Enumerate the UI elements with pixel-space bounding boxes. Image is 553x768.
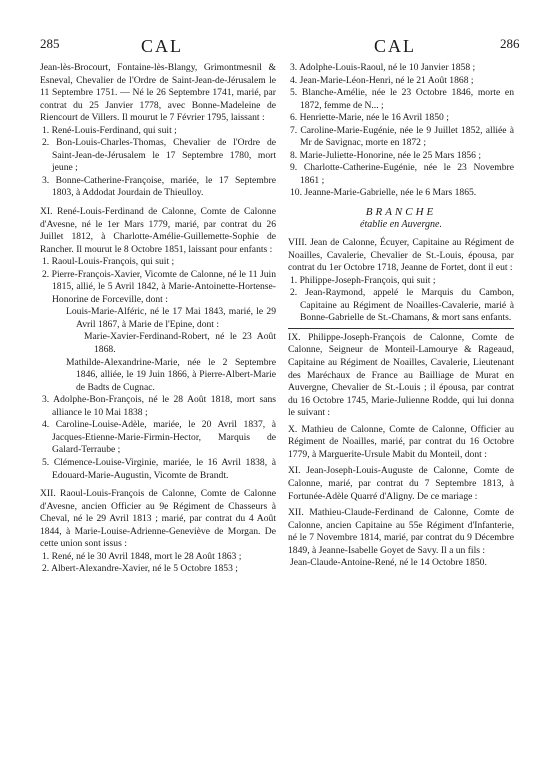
running-head-right: CAL [374,36,416,56]
child-entry: 2. Jean-Raymond, appelé le Marquis du Cambon, Capitaine au Régiment de Noailles-Cavalerie, marié à Bonne-Gabrielle de St.-Chamans, & mort sans enfants. [290,287,514,324]
child-entry: 4. Caroline-Louise-Adèle, mariée, le 20 Avril 1837, à Jacques-Etienne-Marie-Firmin-Hector, Marquis de Galard-Terraube ; [42,419,276,456]
child-entry: 2. Pierre-François-Xavier, Vicomte de Calonne, né le 11 Juin 1815, allié, le 5 Avril 1842, à Marie-Antoinette-Hortense-Honorine de Forceville, dont : [42,268,276,305]
child-entry: 5. Blanche-Amélie, née le 23 Octobre 1846, morte en 1872, femme de N... ; [290,87,514,111]
paragraph-continuation: Jean-lès-Brocourt, Fontaine-lès-Blangy, Grimontmesnil & Esneval, Chevalier de l'Ordre de Saint-Jean-de-Jérusalem le 11 Septembre 1751. — Né le 26 Septembre 1741, marié, par contrat du 25 Janvier 1778, avec Bonne-Madeleine de Riencourt de Villers. Il mourut le 7 Février 1795, laissant : [40,62,276,124]
great-grandchild-entry: Marie-Xavier-Ferdinand-Robert, né le 23 Août 1868. [84,331,276,356]
branch-subheading: établie en Auvergne. [360,218,442,230]
generation-viii-paragraph: VIII. Jean de Calonne, Écuyer, Capitaine au Régiment de Noailles, Cavalerie, Chevalier de St.-Louis, épousa, par contrat du 1er Octobre 1718, Jeanne de Fortet, dont il eut : [288,237,514,274]
right-column [288,62,514,570]
child-entry: Jean-Claude-Antoine-René, né le 14 Octobre 1850. [290,557,487,569]
left-column [40,62,276,576]
child-entry: 1. Raoul-Louis-François, qui suit ; [42,256,175,268]
child-entry: 10. Jeanne-Marie-Gabrielle, née le 6 Mars 1865. [290,187,477,199]
child-entry: 1. Philippe-Joseph-François, qui suit ; [290,274,436,286]
child-entry: 4. Jean-Marie-Léon-Henri, né le 21 Août 1868 ; [290,74,474,86]
section-divider [288,328,514,329]
grandchild-entry: Mathilde-Alexandrine-Marie, née le 2 Septembre 1846, alliée, le 19 Juin 1866, à Pierre-Albert-Marie de Badts de Cugnac. [66,356,276,393]
child-entry: 3. Adolphe-Louis-Raoul, né le 10 Janvier 1858 ; [290,62,476,73]
generation-xi-paragraph: XI. René-Louis-Ferdinand de Calonne, Comte de Calonne d'Avesne, né le 1er Mars 1779, marié, par contrat du 26 Juillet 1812, à Charlotte-Amélie-Guillemette-Sophie de Rancher. Il mourut le 8 Octobre 1851, laissant pour enfants : [40,206,276,255]
page-number-left: 285 [40,36,60,51]
child-entry: 7. Caroline-Marie-Eugénie, née le 9 Juillet 1852, alliée à Mr de Savignac, morte en 1872 ; [290,124,514,149]
child-entry: 2. Bon-Louis-Charles-Thomas, Chevalier de l'Ordre de Saint-Jean-de-Jérusalem le 17 Septembre 1780, mort jeune ; [42,137,276,174]
child-entry: 6. Henriette-Marie, née le 16 Avril 1850 ; [290,112,449,124]
grandchild-entry: Louis-Marie-Alféric, né le 17 Mai 1843, marié, le 29 Avril 1867, à Marie de l'Epine, dont : [66,306,276,330]
child-entry: 2. Albert-Alexandre-Xavier, né le 5 Octobre 1853 ; [42,563,238,575]
running-head-left: CAL [141,36,183,56]
generation-xi-paragraph: XI. Jean-Joseph-Louis-Auguste de Calonne, Comte de Calonne, marié, par contrat du 7 Septembre 1813, à Fortunée-Adèle Quarré d'Aligny. De ce mariage : [288,465,514,502]
page-number-right: 286 [500,36,520,51]
child-entry: 3. Bonne-Catherine-Françoise, mariée, le 17 Septembre 1803, à Addodat Jourdain de Thieulloy. [42,174,276,199]
generation-ix-paragraph: IX. Philippe-Joseph-François de Calonne, Comte de Calonne, Seigneur de Monteil-Lamourye & Rageaud, Capitaine au Régiment de Noailles, Cavalerie, Lieutenant des Maréchaux de France au Bailliage de Murat en Auvergne, Chevalier de St.-Louis ; il épousa, par contrat du 16 Octobre 1745, Marie-Julienne Rodde, qui lui donna le suivant : [288,331,514,419]
child-entry: 9. Charlotte-Catherine-Eugénie, née le 23 Novembre 1861 ; [290,162,514,186]
generation-xii-paragraph: XII. Raoul-Louis-François de Calonne, Comte de Calonne d'Avesne, ancien Officier au 9e Régiment de Chasseurs à Cheval, né le 29 Avril 1813 ; marié, par contrat du 4 Août 1844, à Marie-Louise-Adrienne-Geneviève de Morgan. De cette union sont issus : [40,488,276,550]
child-entry: 1. René-Louis-Ferdinand, qui suit ; [42,124,177,136]
generation-xii-paragraph: XII. Mathieu-Claude-Ferdinand de Calonne, Comte de Calonne, ancien Capitaine au 55e Régiment d'Infanterie, né le 7 Novembre 1814, marié, par contrat du 9 Décembre 1849, à Jeanne-Isabelle Goyet de Savy. Il a un fils : [288,507,514,556]
child-entry: 1. René, né le 30 Avril 1848, mort le 28 Août 1863 ; [42,550,242,562]
generation-x-paragraph: X. Mathieu de Calonne, Comte de Calonne, Officier au Régiment de Noailles, marié, par contrat du 16 Octobre 1779, à Marguerite-Ursule Mabit du Monteil, dont : [288,423,514,460]
child-entry: 5. Clémence-Louise-Virginie, mariée, le 16 Avril 1838, à Edouard-Marie-Augustin, Vicomte de Brandt. [42,456,276,481]
branch-heading: BRANCHE [365,206,437,219]
child-entry: 3. Adolphe-Bon-François, né le 28 Août 1818, mort sans alliance le 10 Mai 1838 ; [42,394,276,418]
child-entry: 8. Marie-Juliette-Honorine, née le 25 Mars 1856 ; [290,149,482,161]
